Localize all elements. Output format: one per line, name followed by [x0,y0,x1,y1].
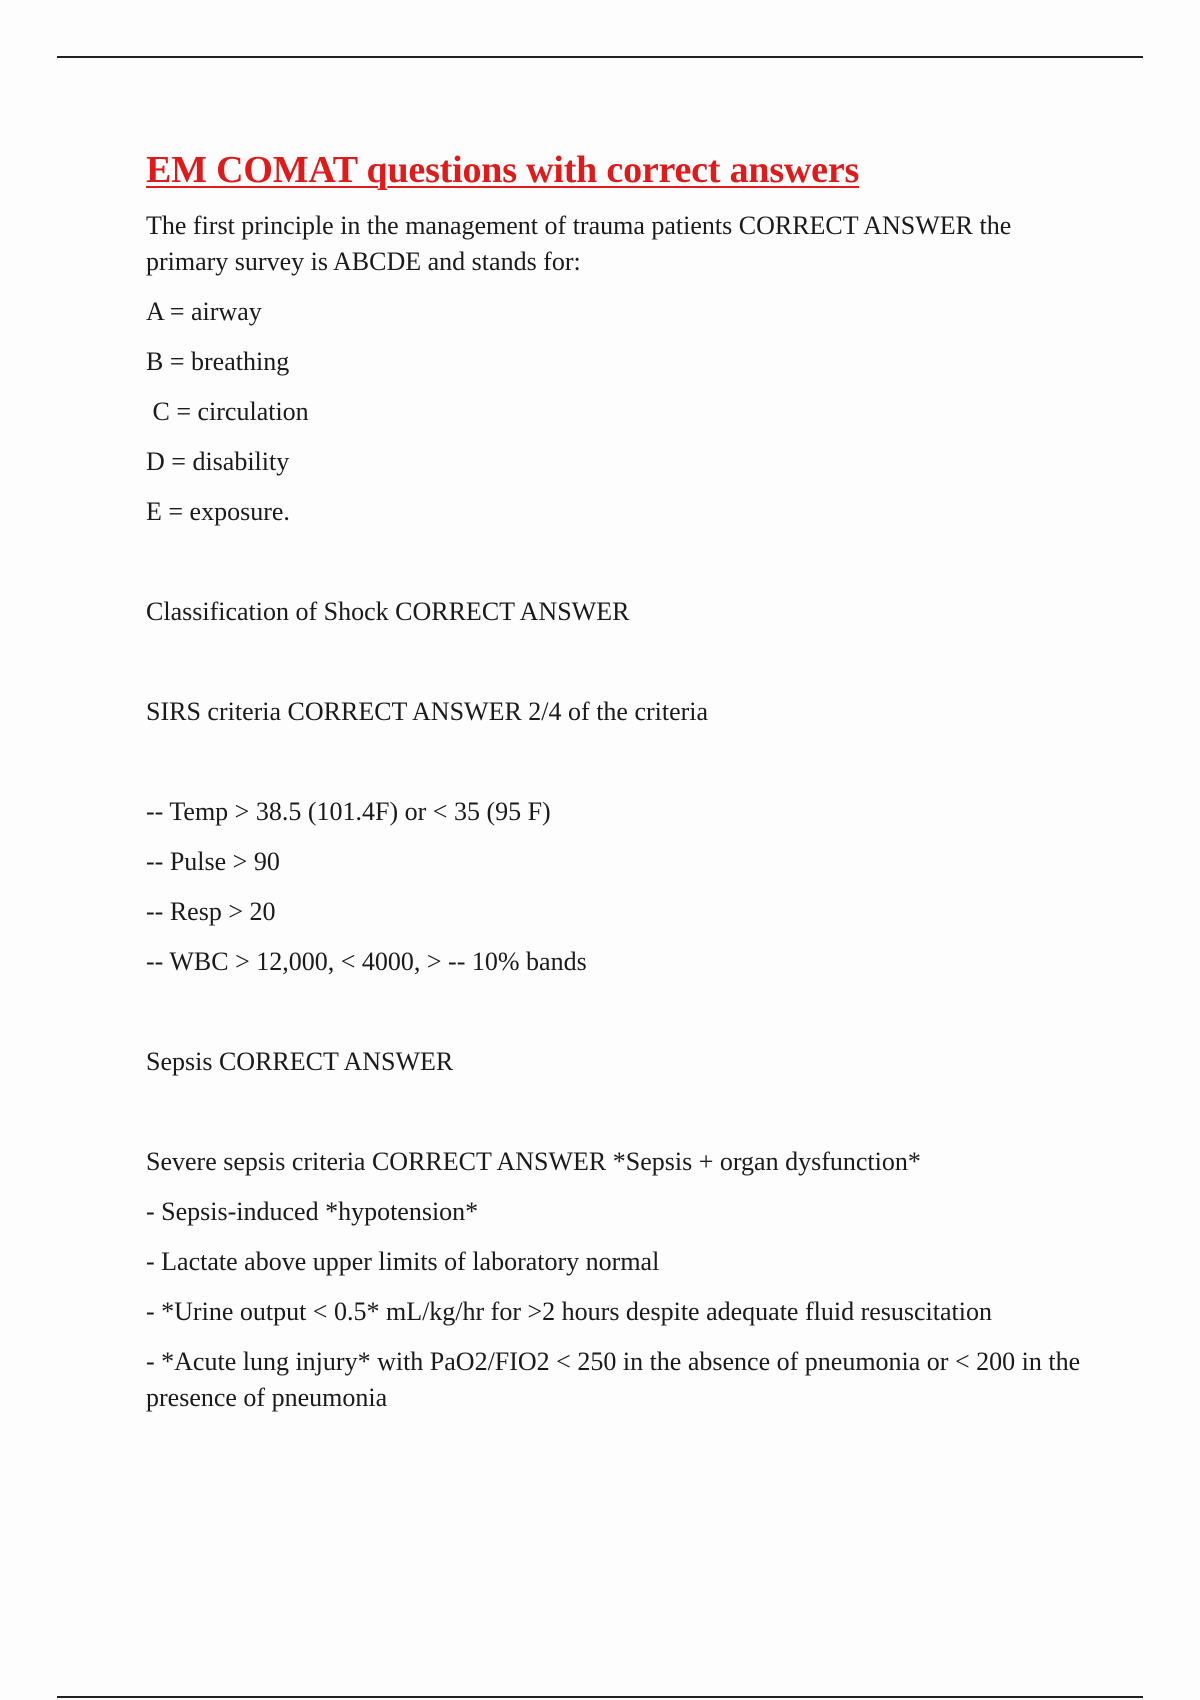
question-trauma-principle: The first principle in the management of trauma patients CORRECT ANSWER the primary survey is ABCDE and stands for: [146,211,1018,276]
abcde-item-b: B = breathing [146,347,290,376]
question-sepsis: Sepsis CORRECT ANSWER [146,1047,454,1076]
abcde-item-a: A = airway [146,297,262,326]
sirs-item-pulse: -- Pulse > 90 [146,847,280,876]
sirs-item-wbc: -- WBC > 12,000, < 4000, > -- 10% bands [146,947,587,976]
bottom-rule [57,1696,1143,1698]
severe-sepsis-item-urine: - *Urine output < 0.5* mL/kg/hr for >2 hours despite adequate fluid resuscitation [146,1297,992,1326]
severe-sepsis-item-lung-injury: - *Acute lung injury* with PaO2/FIO2 < 250 in the absence of pneumonia or < 200 in the presence of pneumonia [146,1347,1087,1412]
severe-sepsis-item-hypotension: - Sepsis-induced *hypotension* [146,1197,479,1226]
severe-sepsis-item-lactate: - Lactate above upper limits of laboratory normal [146,1247,660,1276]
question-severe-sepsis: Severe sepsis criteria CORRECT ANSWER *Sepsis + organ dysfunction* [146,1147,921,1176]
abcde-item-d: D = disability [146,447,290,476]
top-rule [57,56,1143,58]
document-title: EM COMAT questions with correct answers [146,149,860,191]
document-body [146,146,1096,1416]
sirs-item-temp: -- Temp > 38.5 (101.4F) or < 35 (95 F) [146,797,551,826]
abcde-item-c: C = circulation [146,397,309,426]
question-sirs-criteria: SIRS criteria CORRECT ANSWER 2/4 of the criteria [146,697,709,726]
question-shock-classification: Classification of Shock CORRECT ANSWER [146,597,630,626]
sirs-item-resp: -- Resp > 20 [146,897,276,926]
abcde-item-e: E = exposure. [146,497,290,526]
